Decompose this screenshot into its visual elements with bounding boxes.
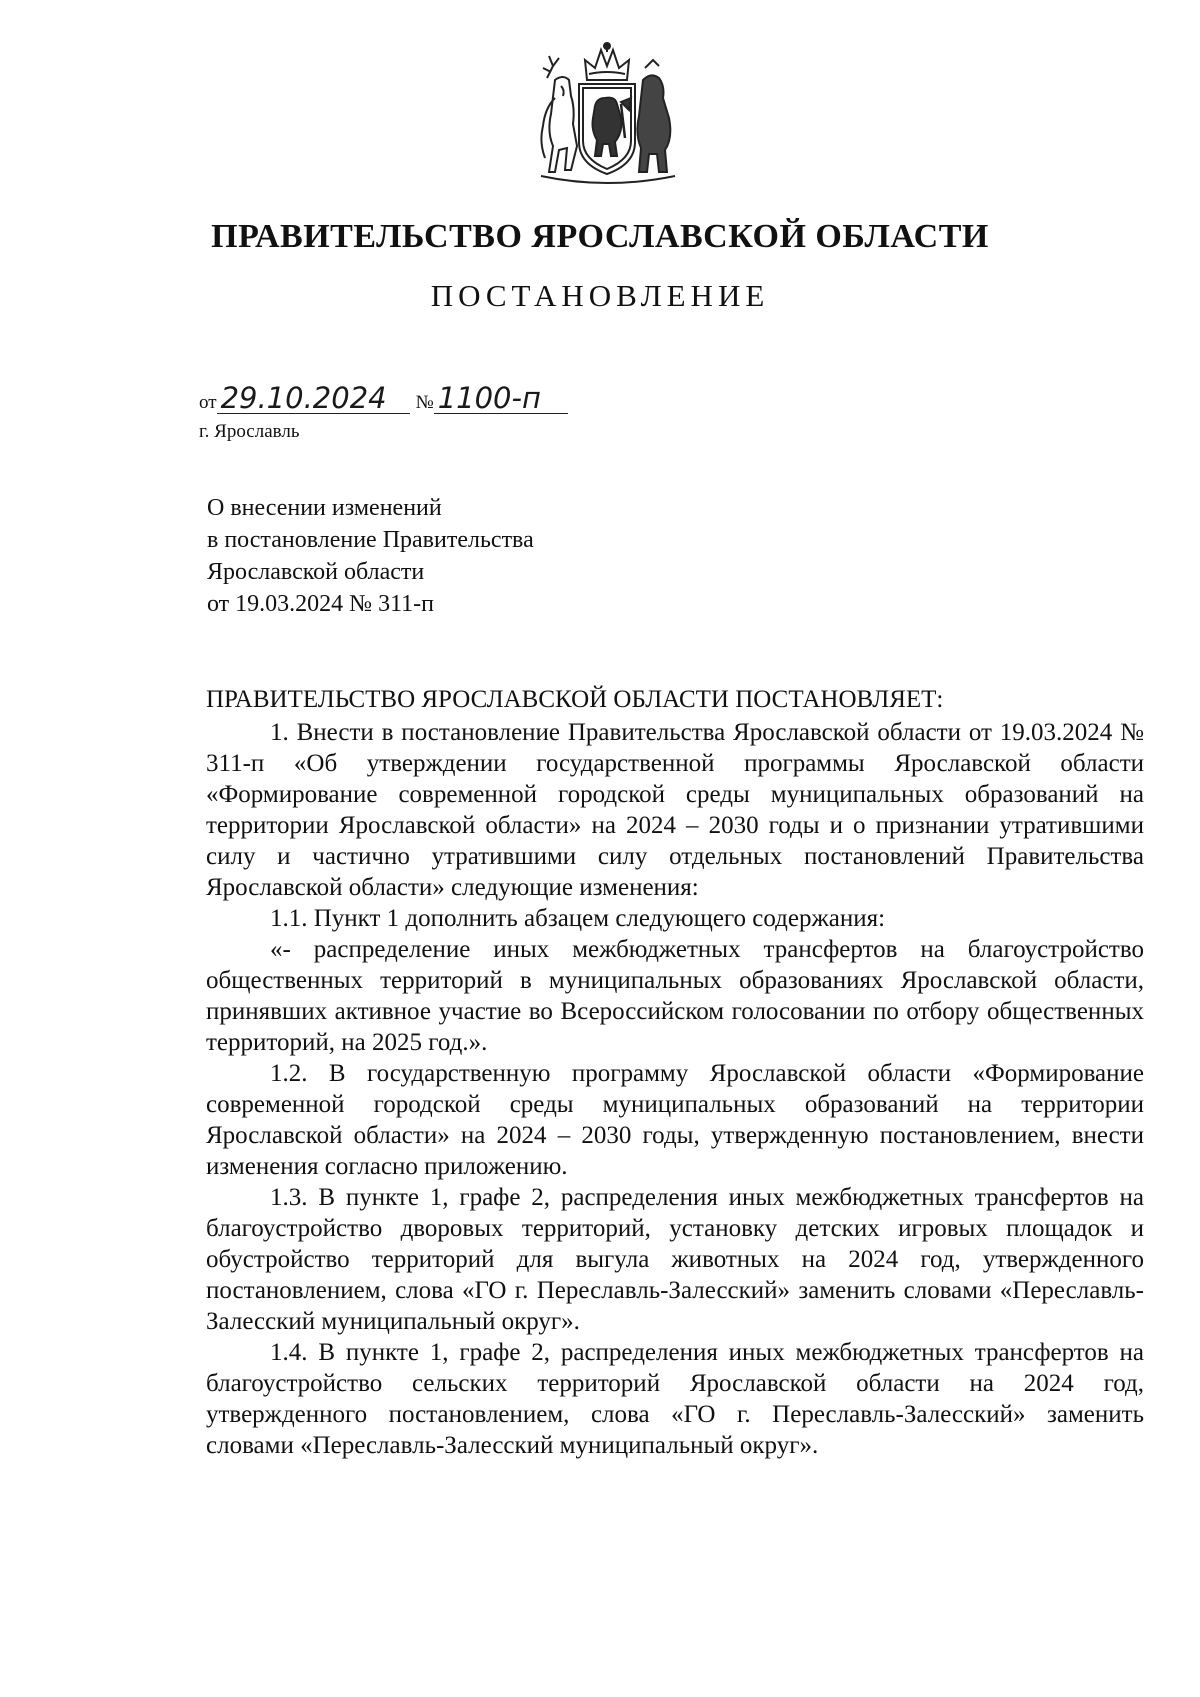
subject-line-1: О внесении изменений <box>207 495 442 521</box>
organization-title: ПРАВИТЕЛЬСТВО ЯРОСЛАВСКОЙ ОБЛАСТИ <box>211 218 989 255</box>
document-type: ПОСТАНОВЛЕНИЕ <box>430 278 770 313</box>
paragraph-1-3: 1.3. В пункте 1, графе 2, распределения иных межбюджетных трансфертов на благоустройство дворовых территорий, установку детских игровых площадок и обустройство территорий для выгула животных на 2024 год, утвержденного постановлением, слова «ГО г. Переславль-Залесский» заменить словами «Переславль-Залесский муниципальный округ». <box>206 1184 1144 1335</box>
paragraph-1-2: 1.2. В государственную программу Ярославской области «Формирование современной городской среды муниципальных образований на территории Ярославской области» на 2024 – 2030 годы, утвержденную постановлением, внести изменения согласно приложению. <box>206 1060 1144 1180</box>
date-prefix: от <box>199 392 217 413</box>
handwritten-date: 29.10.2024 <box>217 383 410 414</box>
number-prefix: № <box>415 392 434 413</box>
paragraph-1: 1. Внести в постановление Правительства Ярославской области от 19.03.2024 № 311-п «Об утверждении государственной программы Ярославской области «Формирование современной городской среды муниципальных образований на территории Ярославской области» на 2024 – 2030 годы и о признании утратившими силу и частично утратившими силу отдельных постановлений Правительства Ярославской области» следующие изменения: <box>206 719 1144 901</box>
city: г. Ярославль <box>199 421 300 442</box>
subject-line-4: от 19.03.2024 № 311-п <box>207 591 435 617</box>
preamble: ПРАВИТЕЛЬСТВО ЯРОСЛАВСКОЙ ОБЛАСТИ ПОСТАНОВЛЯЕТ: <box>206 686 944 713</box>
paragraph-1-4: 1.4. В пункте 1, графе 2, распределения иных межбюджетных трансфертов на благоустройство сельских территорий Ярославской области на 2024 год, утвержденного постановлением, слова «ГО г. Переславль-Залесский» заменить словами «Переславль-Залесский муниципальный округ». <box>206 1339 1144 1459</box>
document-subject <box>207 492 534 620</box>
subject-line-2: в постановление Правительства <box>207 527 534 553</box>
handwritten-number: 1100-п <box>434 383 568 414</box>
subject-line-3: Ярославской области <box>207 559 425 585</box>
paragraph-1-1: 1.1. Пункт 1 дополнить абзацем следующего содержания: <box>270 905 886 932</box>
coat-of-arms-emblem <box>525 38 690 198</box>
date-number-line <box>199 383 568 419</box>
document-body <box>206 684 1144 1461</box>
paragraph-1-1-quote: «- распределение иных межбюджетных трансфертов на благоустройство общественных территорий в муниципальных образованиях Ярославской области, принявших активное участие во Всероссийском голосовании по отбору общественных территорий, на 2025 год.». <box>206 936 1144 1056</box>
document-meta <box>199 383 568 443</box>
